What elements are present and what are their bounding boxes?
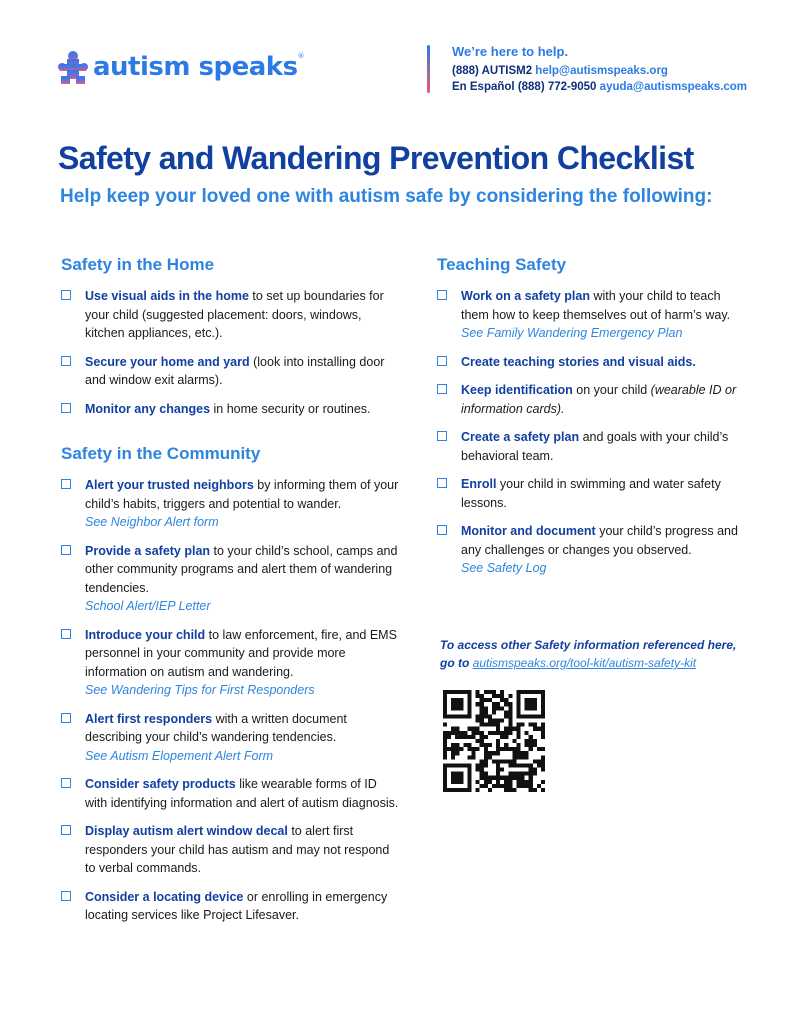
community-checklist-item (61, 888, 401, 925)
teaching-checklist-item (437, 353, 747, 372)
checkbox[interactable] (61, 356, 71, 366)
contact-tagline: We’re here to help. (452, 44, 569, 59)
item-detail: in home security or routines. (210, 401, 371, 416)
item-action: Provide a safety plan (85, 543, 211, 558)
checklist-item-text (85, 822, 401, 878)
checklist-item-text (85, 476, 401, 532)
puzzle-piece-icon (58, 50, 88, 84)
qr-modules (443, 690, 545, 792)
autism-speaks-logo (58, 50, 304, 84)
item-detail-italic: (wearable ID or information cards). (461, 383, 737, 416)
item-action: Consider safety products (85, 777, 236, 791)
checklist-item-text (85, 888, 401, 925)
item-action: Create teaching stories and visual aids. (461, 354, 696, 369)
contact-info (452, 44, 747, 95)
checkbox[interactable] (437, 356, 447, 366)
item-reference-link[interactable]: See Autism Elopement Alert Form (85, 748, 274, 763)
teaching-checklist-item (437, 475, 747, 512)
community-checklist (61, 476, 401, 925)
checkbox[interactable] (437, 525, 447, 535)
community-checklist-item (61, 710, 401, 766)
checkbox[interactable] (61, 891, 71, 901)
item-detail: your child in swimming and water safety lessons. (461, 477, 721, 510)
home-checklist-item (61, 287, 401, 343)
item-reference-link[interactable]: See Wandering Tips for First Responders (85, 683, 315, 697)
home-checklist-item (61, 353, 401, 390)
checklist-item-text (461, 522, 747, 578)
checklist-item-text (461, 475, 747, 512)
item-detail: with a written document describing your child’s wandering tendencies. (85, 711, 347, 744)
teaching-checklist-item (437, 428, 747, 465)
item-action: Monitor and document (461, 524, 596, 538)
safety-kit-link[interactable]: autismspeaks.org/tool-kit/autism-safety-kit (472, 656, 697, 670)
community-checklist-item (61, 822, 401, 878)
item-reference-link[interactable]: School Alert/IEP Letter (85, 599, 211, 613)
checklist-item-text (461, 428, 747, 465)
item-action: Consider a locating device (85, 889, 244, 904)
checklist-item-text (85, 287, 401, 343)
teaching-checklist-item (437, 287, 747, 343)
community-checklist-item (61, 626, 401, 700)
help-email-link[interactable]: help@autismspeaks.org (535, 65, 668, 77)
item-action: Use visual aids in the home (85, 289, 249, 303)
checkbox[interactable] (437, 431, 447, 441)
checkbox[interactable] (437, 290, 447, 300)
access-line-1: To access other Safety information referenced here, (440, 638, 737, 652)
checkbox[interactable] (61, 778, 71, 788)
item-action: Alert first responders (85, 711, 213, 726)
checkbox[interactable] (61, 629, 71, 639)
page-subtitle: Help keep your loved one with autism safe by considering the following: (60, 186, 713, 207)
section-heading-teaching: Teaching Safety (437, 255, 567, 274)
item-detail: to law enforcement, fire, and EMS personnel in your community and provide more information on autism and wandering. (85, 627, 397, 679)
checklist-item-text (461, 381, 747, 418)
item-action: Enroll (461, 477, 497, 491)
item-detail: (look into installing door and window exit alarms). (85, 354, 385, 387)
checklist-item-text (85, 626, 401, 700)
item-detail: or enrolling in emergency locating services like Project Lifesaver. (85, 889, 388, 922)
checklist-item-text (461, 287, 747, 343)
right-column (437, 255, 747, 588)
checkbox[interactable] (61, 479, 71, 489)
contact-spanish-line (452, 79, 747, 95)
item-detail: your child’s progress and any challenges or changes you observed. (461, 524, 738, 557)
section-heading-home: Safety in the Home (61, 255, 215, 274)
checklist-item-text (461, 353, 696, 372)
checkbox[interactable] (437, 384, 447, 394)
spanish-phone: En Español (888) 772-9050 (452, 81, 597, 93)
item-reference-link[interactable]: See Neighbor Alert form (85, 515, 219, 529)
checklist-item-text (85, 775, 401, 812)
item-reference-link[interactable]: See Family Wandering Emergency Plan (461, 326, 683, 340)
checkbox[interactable] (61, 290, 71, 300)
left-column (61, 255, 401, 935)
checklist-item-text (85, 542, 401, 616)
item-detail: to your child’s school, camps and other community programs and alert them of wandering tendencies. (85, 543, 398, 595)
item-action: Introduce your child (85, 627, 206, 642)
logo-wordmark: autism speaks® (93, 52, 305, 82)
item-action: Monitor any changes (85, 401, 211, 416)
item-action: Alert your trusted neighbors (85, 478, 254, 492)
contact-phone-line (452, 63, 747, 79)
access-line-2: go to autismspeaks.org/tool-kit/autism-safety-kit (440, 656, 697, 670)
item-detail: to alert first responders your child has autism and may not respond to verbal commands. (85, 824, 390, 875)
checkbox[interactable] (61, 825, 71, 835)
item-detail: on your child (572, 383, 651, 397)
item-detail: with your child to teach them how to keep themselves out of harm’s way. (461, 289, 731, 322)
home-checklist-item (61, 400, 401, 419)
teaching-checklist (437, 287, 747, 578)
checkbox[interactable] (61, 403, 71, 413)
item-reference-link[interactable]: See Safety Log (461, 561, 547, 575)
checkbox[interactable] (61, 713, 71, 723)
item-detail: by informing them of your child’s habits, triggers and potential to wander. (85, 478, 399, 511)
teaching-checklist-item (437, 522, 747, 578)
access-note (440, 636, 760, 672)
item-action: Secure your home and yard (85, 354, 250, 369)
checklist-item-text (85, 353, 401, 390)
checkbox[interactable] (61, 545, 71, 555)
item-detail: to set up boundaries for your child (suggested placement: doors, windows, kitchen appliances, etc.). (85, 289, 384, 340)
item-action: Work on a safety plan (461, 289, 590, 303)
item-detail: like wearable forms of ID with identifying information and alert of autism diagnosis. (85, 777, 399, 810)
contact-divider (427, 45, 430, 93)
qr-code[interactable] (443, 690, 545, 792)
ayuda-email-link[interactable]: ayuda@autismspeaks.com (599, 81, 748, 93)
checklist-item-text (85, 400, 371, 419)
page-title: Safety and Wandering Prevention Checklist (58, 140, 694, 176)
item-action: Display autism alert window decal (85, 824, 288, 838)
checkbox[interactable] (437, 478, 447, 488)
item-detail: and goals with your child’s behavioral team. (461, 430, 729, 463)
checklist-item-text (85, 710, 401, 766)
section-heading-community: Safety in the Community (61, 444, 261, 463)
home-checklist (61, 287, 401, 418)
community-checklist-item (61, 775, 401, 812)
item-action: Keep identification (461, 383, 573, 397)
community-checklist-item (61, 476, 401, 532)
teaching-checklist-item (437, 381, 747, 418)
item-action: Create a safety plan (461, 430, 580, 444)
phone-number: (888) AUTISM2 (452, 65, 533, 77)
community-checklist-item (61, 542, 401, 616)
